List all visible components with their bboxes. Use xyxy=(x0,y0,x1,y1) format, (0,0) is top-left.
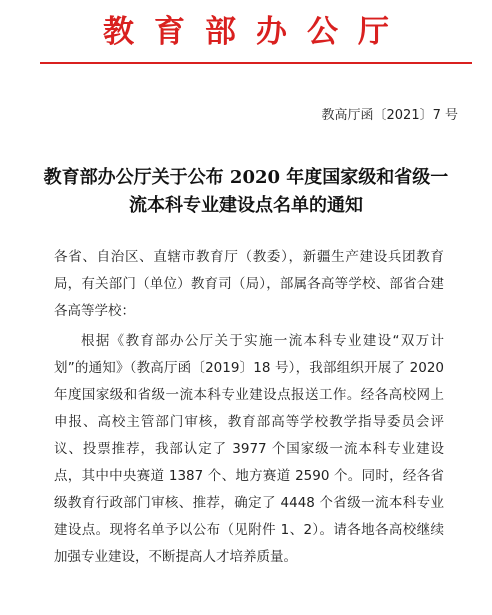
red-divider-line xyxy=(40,62,472,64)
salutation-paragraph: 各省、自治区、直辖市教育厅（教委），新疆生产建设兵团教育局，有关部门（单位）教育司（局），部属各高等学校、部省合建各高等学校： xyxy=(54,249,444,319)
document-number: 教高厅函〔2021〕7 号 xyxy=(321,108,458,123)
document-title: 教育部办公厅关于公布 2020 年度国家级和省级一流本科专业建设点名单的通知 xyxy=(43,167,449,216)
body-paragraph: 根据《教育部办公厅关于实施一流本科专业建设“双万计划”的通知》（教高厅函〔2019〕18 号），我部组织开展了 2020 年度国家级和省级一流本科专业建设点报送工作。经各高校网上申报、高校主管部门审核，教育部高等学校教学指导委员会评议、投票推荐，我部认定了 3977 个国家级一流本科专业建设点，其中中央赛道 1387 个、地方赛道 2590 个。同时，经各省级教育行政部门审核、推荐，确定了 4448 个省级一流本科专业建设点。现将名单予以公布（见附件 1、2）。请各地各高校继续加强专业建设，不断提高人才培养质量。 xyxy=(54,333,444,565)
issuing-authority-header: 教育部办公厅 xyxy=(103,14,409,50)
